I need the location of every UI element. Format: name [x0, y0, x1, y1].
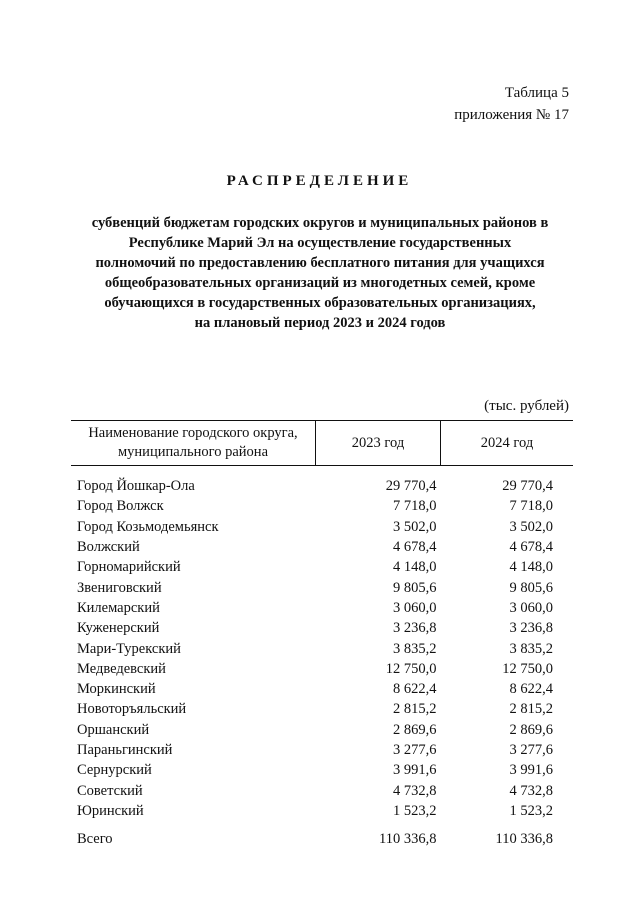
header-name — [71, 421, 316, 466]
row-value-2024: 2 869,6 — [509, 721, 553, 738]
table-row — [71, 780, 573, 800]
table-row — [71, 659, 573, 679]
subtitle-line: обучающихся в государственных образовательных организациях, — [104, 295, 536, 311]
row-value-2023: 12 750,0 — [385, 660, 437, 677]
table-row — [71, 618, 573, 638]
row-name: Волжский — [77, 539, 140, 556]
table-row — [71, 496, 573, 516]
row-name: Звениговский — [77, 579, 162, 596]
row-name: Город Волжск — [77, 498, 164, 515]
row-value-2024: 110 336,8 — [495, 831, 553, 848]
row-value-2024: 3 060,0 — [509, 599, 553, 616]
row-value-2024: 3 991,6 — [509, 762, 553, 779]
row-value-2023: 3 502,0 — [393, 518, 437, 535]
header-name-line2: муниципального района — [118, 444, 268, 460]
row-name: Параньгинский — [77, 742, 173, 758]
row-name: Город Козьмодемьянск — [77, 518, 219, 535]
appendix-label: приложения № 17 — [454, 107, 569, 123]
units-label: (тыс. рублей) — [484, 398, 569, 414]
row-name: Сернурский — [77, 762, 152, 779]
subtitle-line: на плановый период 2023 и 2024 годов — [194, 315, 446, 331]
row-name: Город Йошкар-Ола — [77, 478, 195, 495]
row-value-2023: 2 869,6 — [393, 721, 437, 738]
row-value-2024: 1 523,2 — [509, 802, 553, 819]
table-body — [71, 466, 573, 850]
row-name: Медведевский — [77, 660, 166, 677]
row-value-2024: 4 148,0 — [509, 559, 553, 576]
header-name-line1: Наименование городского округа, — [88, 425, 298, 441]
row-value-2023: 9 805,6 — [393, 579, 437, 596]
row-value-2023: 3 060,0 — [393, 599, 437, 616]
row-value-2024: 3 236,8 — [509, 620, 553, 637]
document-subtitle — [60, 213, 580, 333]
document-title: РАСПРЕДЕЛЕНИЕ — [226, 173, 413, 189]
row-value-2023: 4 148,0 — [393, 559, 437, 576]
row-value-2024: 9 805,6 — [509, 579, 553, 596]
row-name: Оршанский — [77, 721, 150, 738]
subtitle-line: субвенций бюджетам городских округов и муниципальных районов в — [91, 215, 549, 231]
row-name: Советский — [77, 782, 143, 799]
table-total-row — [71, 821, 573, 849]
row-value-2023: 2 815,2 — [393, 701, 437, 718]
table-row — [71, 699, 573, 719]
row-value-2024: 3 835,2 — [509, 640, 553, 657]
row-value-2023: 3 991,6 — [393, 762, 437, 779]
table-row — [71, 720, 573, 740]
table-row — [71, 577, 573, 597]
row-value-2024: 4 732,8 — [509, 782, 553, 799]
row-value-2024: 12 750,0 — [502, 660, 553, 677]
row-value-2024: 8 622,4 — [509, 681, 553, 698]
table-header-row — [71, 421, 573, 466]
table-row — [71, 537, 573, 557]
row-value-2023: 4 678,4 — [393, 539, 437, 556]
row-name: Килемарский — [77, 599, 160, 616]
row-value-2024: 3 502,0 — [509, 518, 553, 535]
row-value-2023: 3 236,8 — [393, 620, 437, 637]
row-value-2023: 3 835,2 — [393, 640, 437, 657]
row-name: Всего — [77, 831, 113, 848]
table-row — [71, 557, 573, 577]
row-value-2024: 2 815,2 — [509, 701, 553, 718]
row-value-2023: 8 622,4 — [393, 681, 437, 698]
table-label: Таблица 5 — [504, 85, 569, 101]
table-row — [71, 517, 573, 537]
row-name: Новоторъяльский — [77, 701, 187, 718]
row-value-2023: 29 770,4 — [385, 478, 437, 495]
table-row — [71, 760, 573, 780]
table-row — [71, 598, 573, 618]
row-name: Горномарийский — [77, 559, 181, 576]
row-name: Юринский — [77, 802, 144, 819]
row-value-2023: 1 523,2 — [393, 802, 437, 819]
table-row — [71, 466, 573, 497]
header-2024: 2024 год — [441, 421, 574, 466]
table-row — [71, 801, 573, 821]
subventions-table — [71, 420, 573, 849]
table-row — [71, 638, 573, 658]
table-row — [71, 679, 573, 699]
row-name: Мари-Турекский — [77, 640, 181, 657]
row-value-2024: 7 718,0 — [509, 498, 553, 515]
row-value-2024: 3 277,6 — [509, 742, 553, 758]
row-value-2023: 4 732,8 — [393, 782, 437, 799]
row-value-2024: 4 678,4 — [509, 539, 553, 556]
subtitle-line: общеобразовательных организаций из многодетных семей, кроме — [104, 275, 536, 291]
row-value-2023: 7 718,0 — [393, 498, 437, 515]
subtitle-line: полномочий по предоставлению бесплатного питания для учащихся — [95, 255, 545, 271]
row-name: Моркинский — [77, 681, 156, 698]
row-value-2023: 3 277,6 — [393, 742, 437, 758]
table-reference — [454, 82, 569, 126]
row-name: Куженерский — [77, 620, 160, 637]
row-value-2023: 110 336,8 — [379, 831, 437, 848]
table-row — [71, 740, 573, 760]
header-2023: 2023 год — [316, 421, 441, 466]
row-value-2024: 29 770,4 — [502, 478, 553, 495]
subtitle-line: Республике Марий Эл на осуществление государственных — [128, 235, 512, 251]
